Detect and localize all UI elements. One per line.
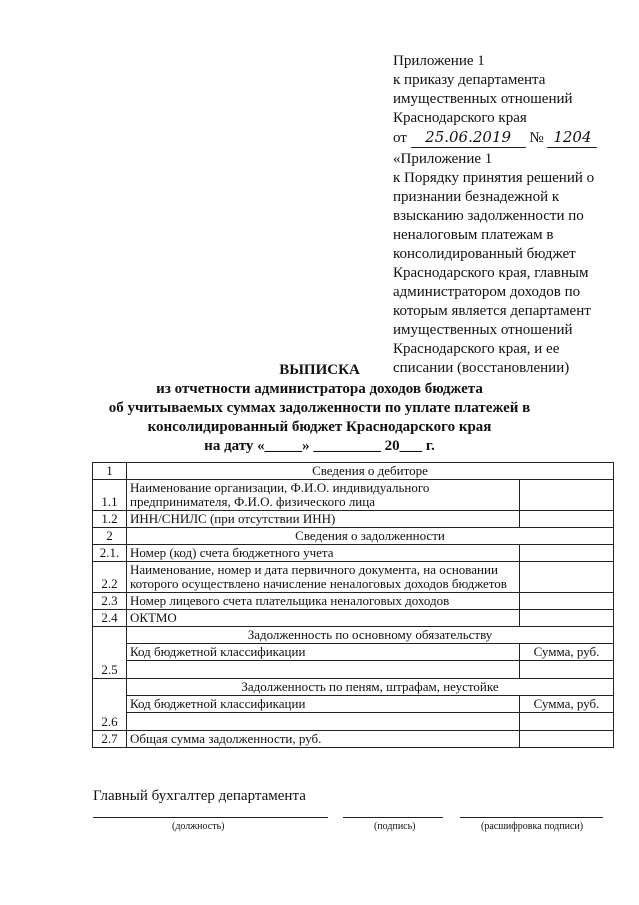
- document-date-line: на дату «_____» _________ 20___ г.: [204, 438, 435, 454]
- appendix-header: [393, 52, 597, 148]
- row-label-total-debt: Общая сумма задолженности, руб.: [127, 731, 520, 748]
- position-line[interactable]: [93, 817, 328, 818]
- row-label-debtor-name: Наименование организации, Ф.И.О. индивидуального предпринимателя, Ф.И.О. физического лица: [127, 480, 520, 511]
- row-number: 2.6: [93, 679, 127, 731]
- table-row: [93, 713, 614, 731]
- appendix-header-line: имущественных отношений: [393, 91, 573, 107]
- value-cell-account-code[interactable]: [520, 545, 614, 562]
- document-heading: ВЫПИСКА: [279, 362, 360, 378]
- row-number: 1: [93, 463, 127, 480]
- position-caption: (должность): [172, 821, 225, 832]
- order-date-number-line: [393, 128, 597, 148]
- value-cell-personal-account[interactable]: [520, 593, 614, 610]
- value-cell-inn[interactable]: [520, 511, 614, 528]
- appendix-quote-line: имущественных отношений: [393, 322, 573, 338]
- appendix-quote-line: «Приложение 1: [393, 151, 493, 167]
- appendix-quote-line: администратором доходов по: [393, 284, 581, 300]
- appendix-quote: [393, 150, 594, 378]
- value-cell-primary-document[interactable]: [520, 562, 614, 593]
- value-cell-principal-budget-code[interactable]: [127, 661, 520, 679]
- value-cell-oktmo[interactable]: [520, 610, 614, 627]
- column-header-budget-code: Код бюджетной классификации: [127, 644, 520, 661]
- row-number: 2.2: [93, 562, 127, 593]
- column-header-amount: Сумма, руб.: [520, 696, 614, 713]
- appendix-quote-line: списании (восстановлении): [393, 360, 570, 376]
- row-number: 2.1.: [93, 545, 127, 562]
- appendix-quote-line: неналоговым платежам в: [393, 227, 554, 243]
- appendix-header-line: Приложение 1: [393, 53, 485, 69]
- document-title-line: консолидированный бюджет Краснодарского края: [147, 419, 492, 435]
- section-header-debt: Сведения о задолженности: [127, 528, 614, 545]
- date-prefix: от: [393, 130, 407, 146]
- value-cell-penalty-amount[interactable]: [520, 713, 614, 731]
- table-row: [93, 610, 614, 627]
- appendix-quote-line: Краснодарского края, и ее: [393, 341, 560, 357]
- row-label-personal-account: Номер лицевого счета плательщика неналоговых доходов: [127, 593, 520, 610]
- table-row: [93, 696, 614, 713]
- row-number: 2.5: [93, 627, 127, 679]
- column-header-budget-code: Код бюджетной классификации: [127, 696, 520, 713]
- table-row: [93, 545, 614, 562]
- appendix-quote-line: которым является департамент: [393, 303, 591, 319]
- signature-title: Главный бухгалтер департамента: [93, 788, 306, 804]
- table-row: [93, 528, 614, 545]
- row-label-oktmo: ОКТМО: [127, 610, 520, 627]
- debt-statement-table: [92, 462, 614, 748]
- signature-caption: (подпись): [374, 821, 416, 832]
- table-row: [93, 679, 614, 696]
- table-row: [93, 731, 614, 748]
- subsection-header-penalties: Задолженность по пеням, штрафам, неустойке: [127, 679, 614, 696]
- document-title-line: из отчетности администратора доходов бюджета: [156, 381, 483, 397]
- document-title-line: об учитываемых суммах задолженности по уплате платежей в: [108, 400, 531, 416]
- value-cell-debtor-name[interactable]: [520, 480, 614, 511]
- row-number: 2.3: [93, 593, 127, 610]
- signature-line[interactable]: [343, 817, 443, 818]
- row-number: 1.2: [93, 511, 127, 528]
- table-row: [93, 480, 614, 511]
- row-label-inn: ИНН/СНИЛС (при отсутствии ИНН): [127, 511, 520, 528]
- row-number: 1.1: [93, 480, 127, 511]
- appendix-quote-line: консолидированный бюджет: [393, 246, 576, 262]
- signature-decode-caption: (расшифровка подписи): [481, 821, 584, 832]
- appendix-header-line: к приказу департамента: [393, 72, 546, 88]
- value-cell-penalty-budget-code[interactable]: [127, 713, 520, 731]
- value-cell-total-debt[interactable]: [520, 731, 614, 748]
- column-header-amount: Сумма, руб.: [520, 644, 614, 661]
- row-number: 2.7: [93, 731, 127, 748]
- appendix-quote-line: взысканию задолженности по: [393, 208, 584, 224]
- table-row: [93, 593, 614, 610]
- row-number: 2: [93, 528, 127, 545]
- appendix-quote-line: Краснодарского края, главным: [393, 265, 589, 281]
- table-row: [93, 463, 614, 480]
- table-row: [93, 661, 614, 679]
- table-row: [93, 511, 614, 528]
- order-number-handwritten: 1204: [547, 128, 597, 148]
- document-title: [0, 361, 639, 456]
- signature-decode-line[interactable]: [460, 817, 603, 818]
- table-row: [93, 644, 614, 661]
- section-header-debtor: Сведения о дебиторе: [127, 463, 614, 480]
- appendix-quote-line: к Порядку принятия решений о: [393, 170, 595, 186]
- appendix-header-line: Краснодарского края: [393, 110, 527, 126]
- row-number: 2.4: [93, 610, 127, 627]
- appendix-quote-line: признании безнадежной к: [393, 189, 560, 205]
- table-row: [93, 562, 614, 593]
- value-cell-principal-amount[interactable]: [520, 661, 614, 679]
- table-row: [93, 627, 614, 644]
- row-label-account-code: Номер (код) счета бюджетного учета: [127, 545, 520, 562]
- number-prefix: №: [529, 130, 544, 146]
- subsection-header-principal-debt: Задолженность по основному обязательству: [127, 627, 614, 644]
- row-label-primary-document: Наименование, номер и дата первичного документа, на основании которого осуществлено начисление неналоговых доходов бюджетов: [127, 562, 520, 593]
- order-date-handwritten: 25.06.2019: [411, 128, 526, 148]
